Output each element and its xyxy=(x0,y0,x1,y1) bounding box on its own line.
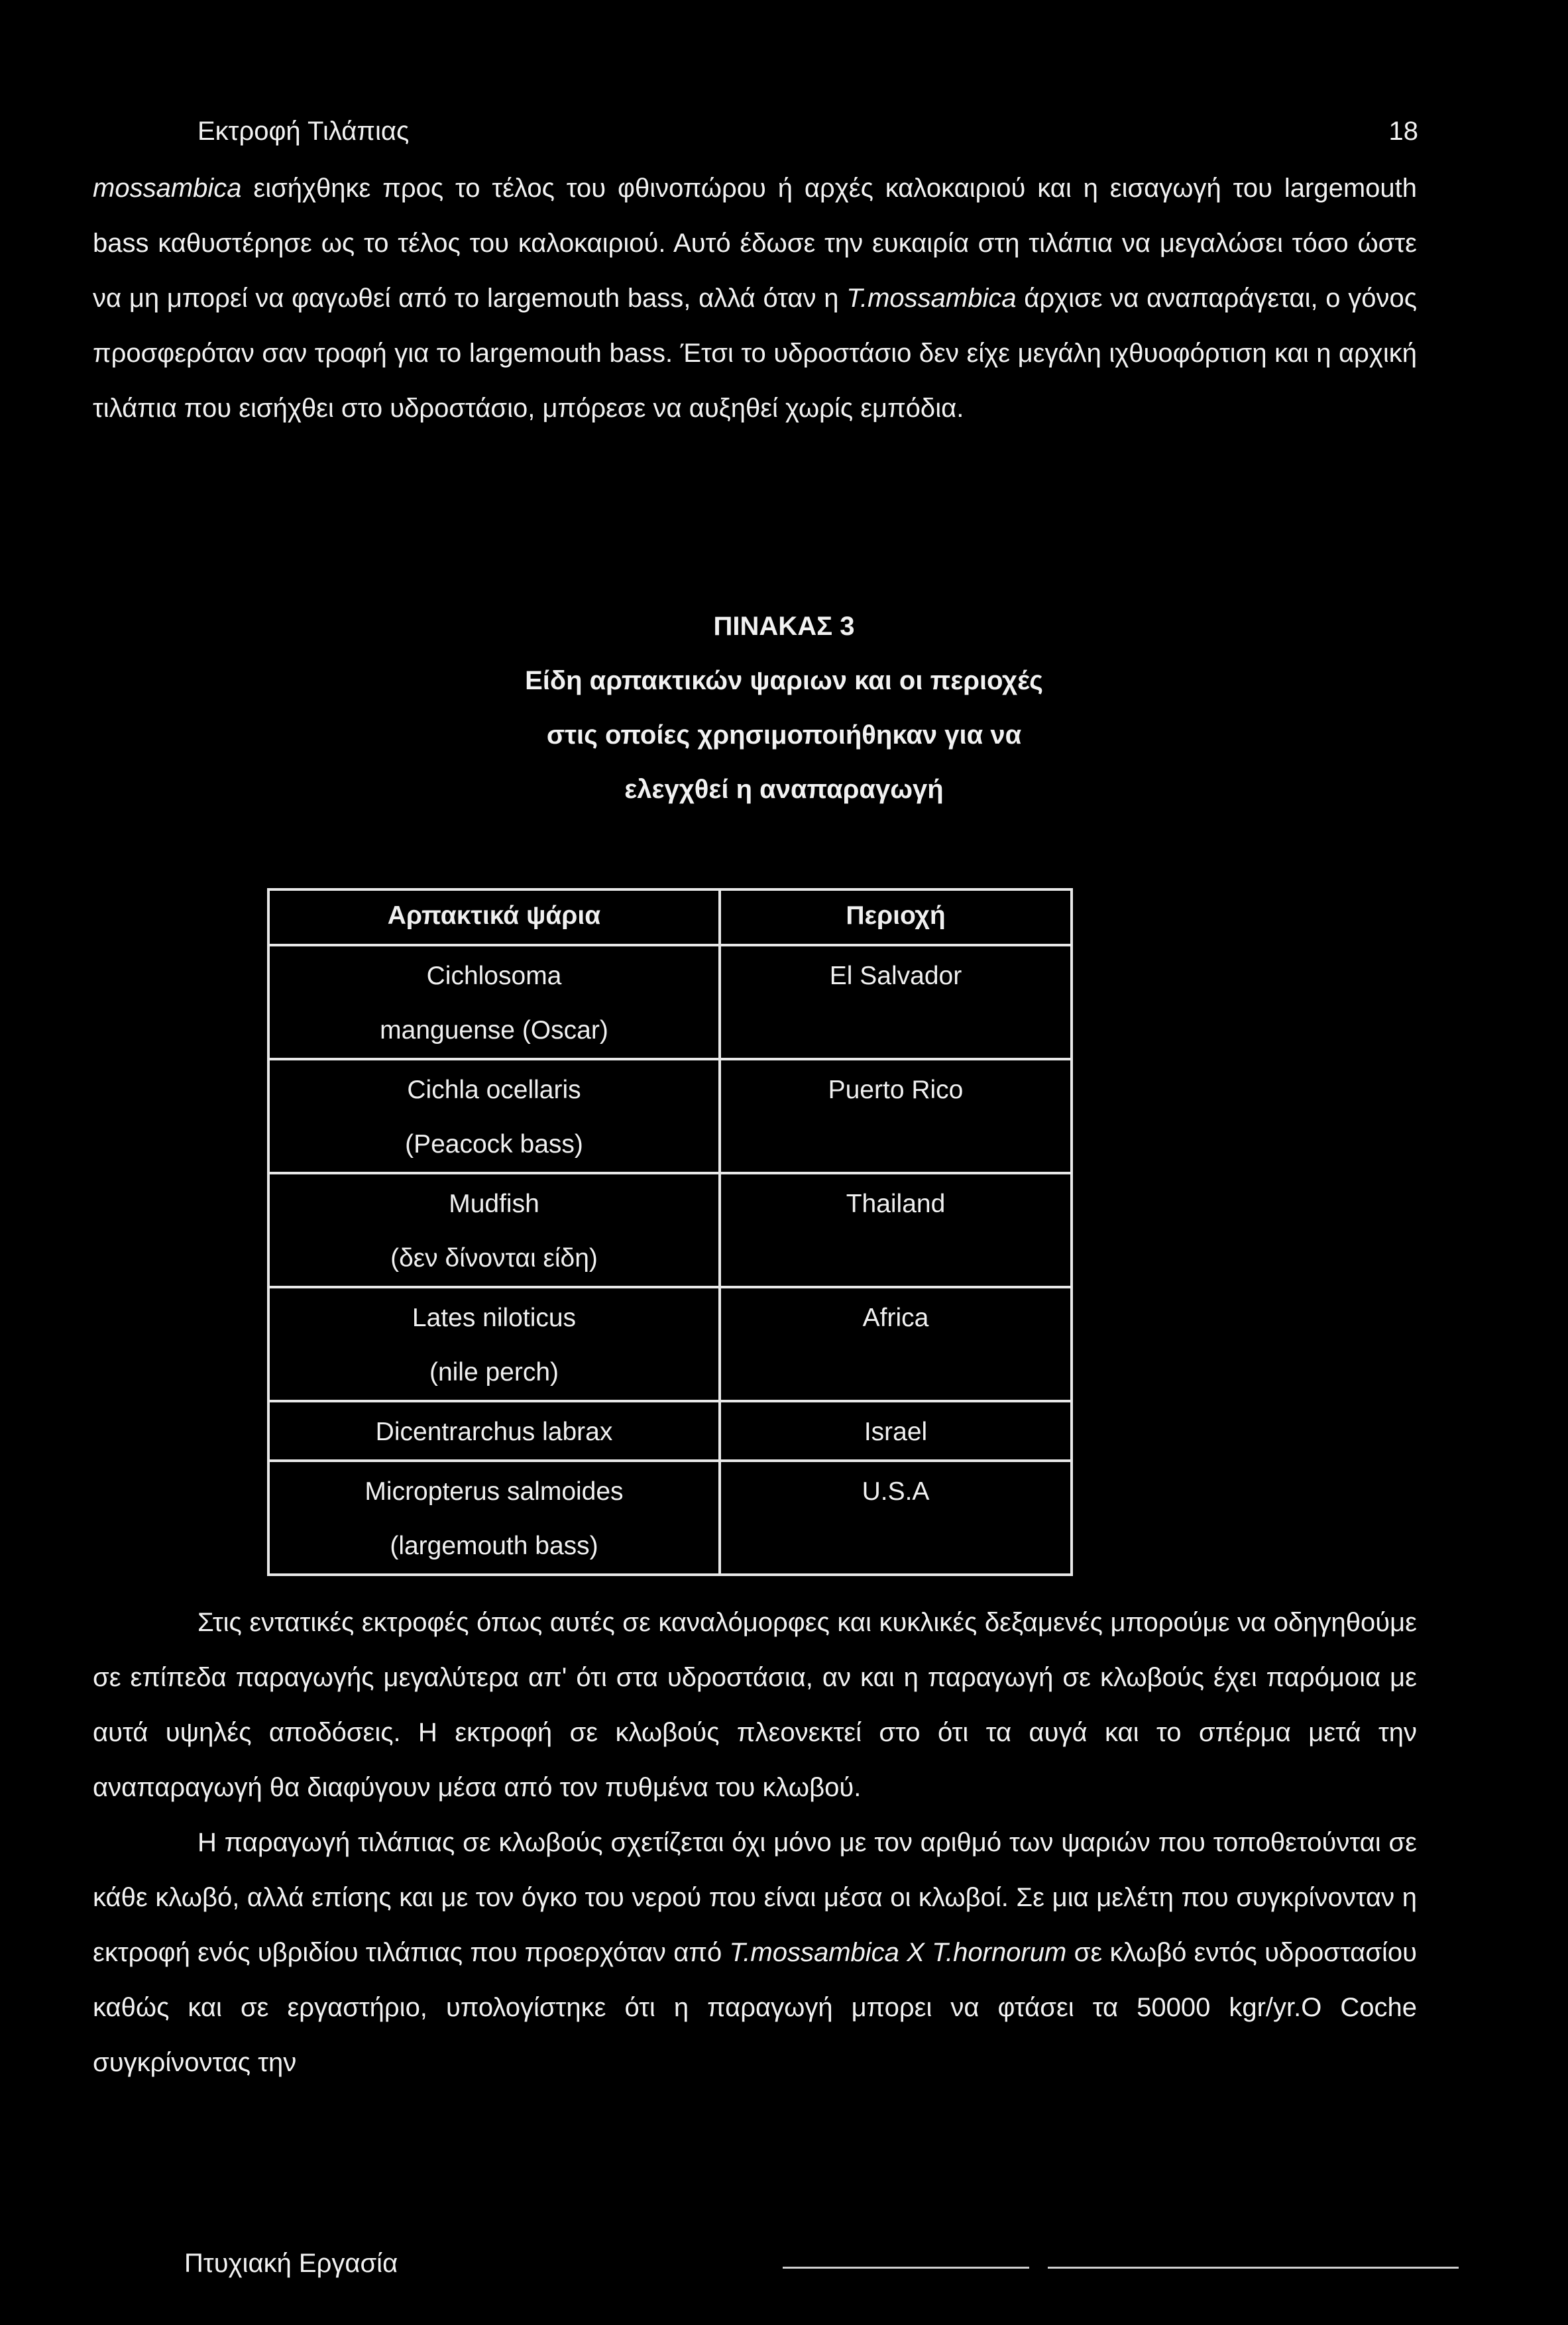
fish-cell xyxy=(268,1287,720,1401)
page-footer xyxy=(184,2240,1430,2287)
intro-text-1: εισήχθηκε προς το τέλος του φθινοπώρου ή αρχές καλοκαιριού και η εισαγωγή του largemouth bass καθυστέρησε ως το τέλος του καλοκαιριού. Αυτό έδωσε την ευκαιρία στη τιλάπια να μεγαλώσει τόσο ώστε να μη μπορεί να φαγωθεί από το largemouth bass, αλλά όταν η xyxy=(93,174,1417,313)
table-number: ΠΙΝΑΚΑΣ 3 xyxy=(713,612,855,641)
body-text-run: Η παραγωγή τιλάπιας σε κλωβούς σχετίζεται όχι μόνο με τον αριθμό των ψαριών που τοποθετούνται σε κάθε κλωβό, αλλά επίσης και με τον όγκο του νερού που είναι μέσα οι κλωβοί. Σε μια μελέτη που συγκρίνονταν η εκτροφή ενός υβριδίου τιλάπιας που προερχόταν από xyxy=(93,1828,1417,1967)
species-name: T.mossambica X xyxy=(729,1938,924,1967)
table-caption xyxy=(0,599,1568,817)
species-name: T.mossambica xyxy=(846,284,1017,313)
table-row xyxy=(268,945,1072,1059)
fish-common-name: (Peacock bass) xyxy=(405,1130,583,1159)
region-cell: Thailand xyxy=(720,1173,1072,1287)
fish-name: Cichlosoma xyxy=(426,962,562,990)
region-cell: U.S.A xyxy=(720,1461,1072,1575)
running-header xyxy=(197,111,1418,151)
table-title-line: ελεγχθεί η αναπαραγωγή xyxy=(624,775,944,804)
body-paragraph xyxy=(93,1815,1417,2090)
fish-common-name: (δεν δίνονται είδη) xyxy=(390,1244,598,1273)
fish-common-name: (nile perch) xyxy=(429,1358,559,1387)
region-cell: Puerto Rico xyxy=(720,1059,1072,1173)
table-row xyxy=(268,1173,1072,1287)
fish-cell xyxy=(268,945,720,1059)
fish-name: Lates niloticus xyxy=(412,1304,577,1332)
predator-fish-table xyxy=(267,888,1073,1576)
fish-common-name: (largemouth bass) xyxy=(390,1532,598,1560)
fish-name: Cichla ocellaris xyxy=(407,1076,581,1104)
region-cell: Israel xyxy=(720,1401,1072,1461)
table-title-line: στις οποίες χρησιμοποιήθηκαν για να xyxy=(546,720,1022,750)
footer-label: Πτυχιακή Εργασία xyxy=(184,2249,398,2278)
fish-common-name: manguense (Oscar) xyxy=(380,1016,608,1045)
fish-name: Dicentrarchus labrax xyxy=(375,1418,613,1446)
fish-cell xyxy=(268,1461,720,1575)
species-name: mossambica xyxy=(93,174,242,203)
body-text xyxy=(93,1595,1417,2090)
header-title: Εκτροφή Τιλάπιας xyxy=(197,117,410,146)
column-header-fish: Αρπακτικά ψάρια xyxy=(268,889,720,945)
intro-text-2: άρχισε να αναπαράγεται, ο γόνος προσφερόταν σαν τροφή για το largemouth bass. Έτσι το υδροστάσιο δεν είχε μεγάλη ιχθυοφόρτιση και η αρχική τιλάπια που εισήχθει στο υδροστάσιο, μπόρεσε να αυξηθεί χωρίς εμπόδια. xyxy=(93,284,1418,423)
footer-rule xyxy=(1048,2267,1459,2269)
fish-name: Micropterus salmoides xyxy=(364,1477,624,1506)
fish-cell xyxy=(268,1173,720,1287)
table-row xyxy=(268,1059,1072,1173)
species-name: T.hornorum xyxy=(932,1938,1067,1967)
table-row xyxy=(268,1461,1072,1575)
intro-paragraph xyxy=(93,161,1417,436)
fish-name: Mudfish xyxy=(449,1190,539,1218)
fish-cell xyxy=(268,1401,720,1461)
body-paragraph: Στις εντατικές εκτροφές όπως αυτές σε καναλόμορφες και κυκλικές δεξαμενές μπορούμε να οδηγηθούμε σε επίπεδα παραγωγής μεγαλύτερα απ' ότι στα υδροστάσια, αν και η παραγωγή σε κλωβούς έχει παρόμοια με αυτά υψηλές αποδόσεις. Η εκτροφή σε κλωβούς πλεονεκτεί στο ότι τα αυγά και το σπέρμα μετά την αναπαραγωγή θα διαφύγουν μέσα από τον πυθμένα του κλωβού. xyxy=(93,1608,1417,1802)
region-cell: Africa xyxy=(720,1287,1072,1401)
table-row xyxy=(268,1287,1072,1401)
table-header-row xyxy=(268,889,1072,945)
page-number: 18 xyxy=(1388,117,1418,146)
column-header-region: Περιοχή xyxy=(720,889,1072,945)
region-cell: El Salvador xyxy=(720,945,1072,1059)
fish-cell xyxy=(268,1059,720,1173)
footer-rule xyxy=(783,2267,1029,2269)
body-text-run: σε κλωβό εντός υδροστασίου καθώς και σε εργαστήριο, υπολογίστηκε ότι η παραγωγή μπορει να φτάσει τα 50000 kgr/yr.Ο Coche συγκρίνοντας την xyxy=(93,1938,1418,2077)
table-title-line: Είδη αρπακτικών ψαριων και οι περιοχές xyxy=(525,666,1043,695)
table-row xyxy=(268,1401,1072,1461)
